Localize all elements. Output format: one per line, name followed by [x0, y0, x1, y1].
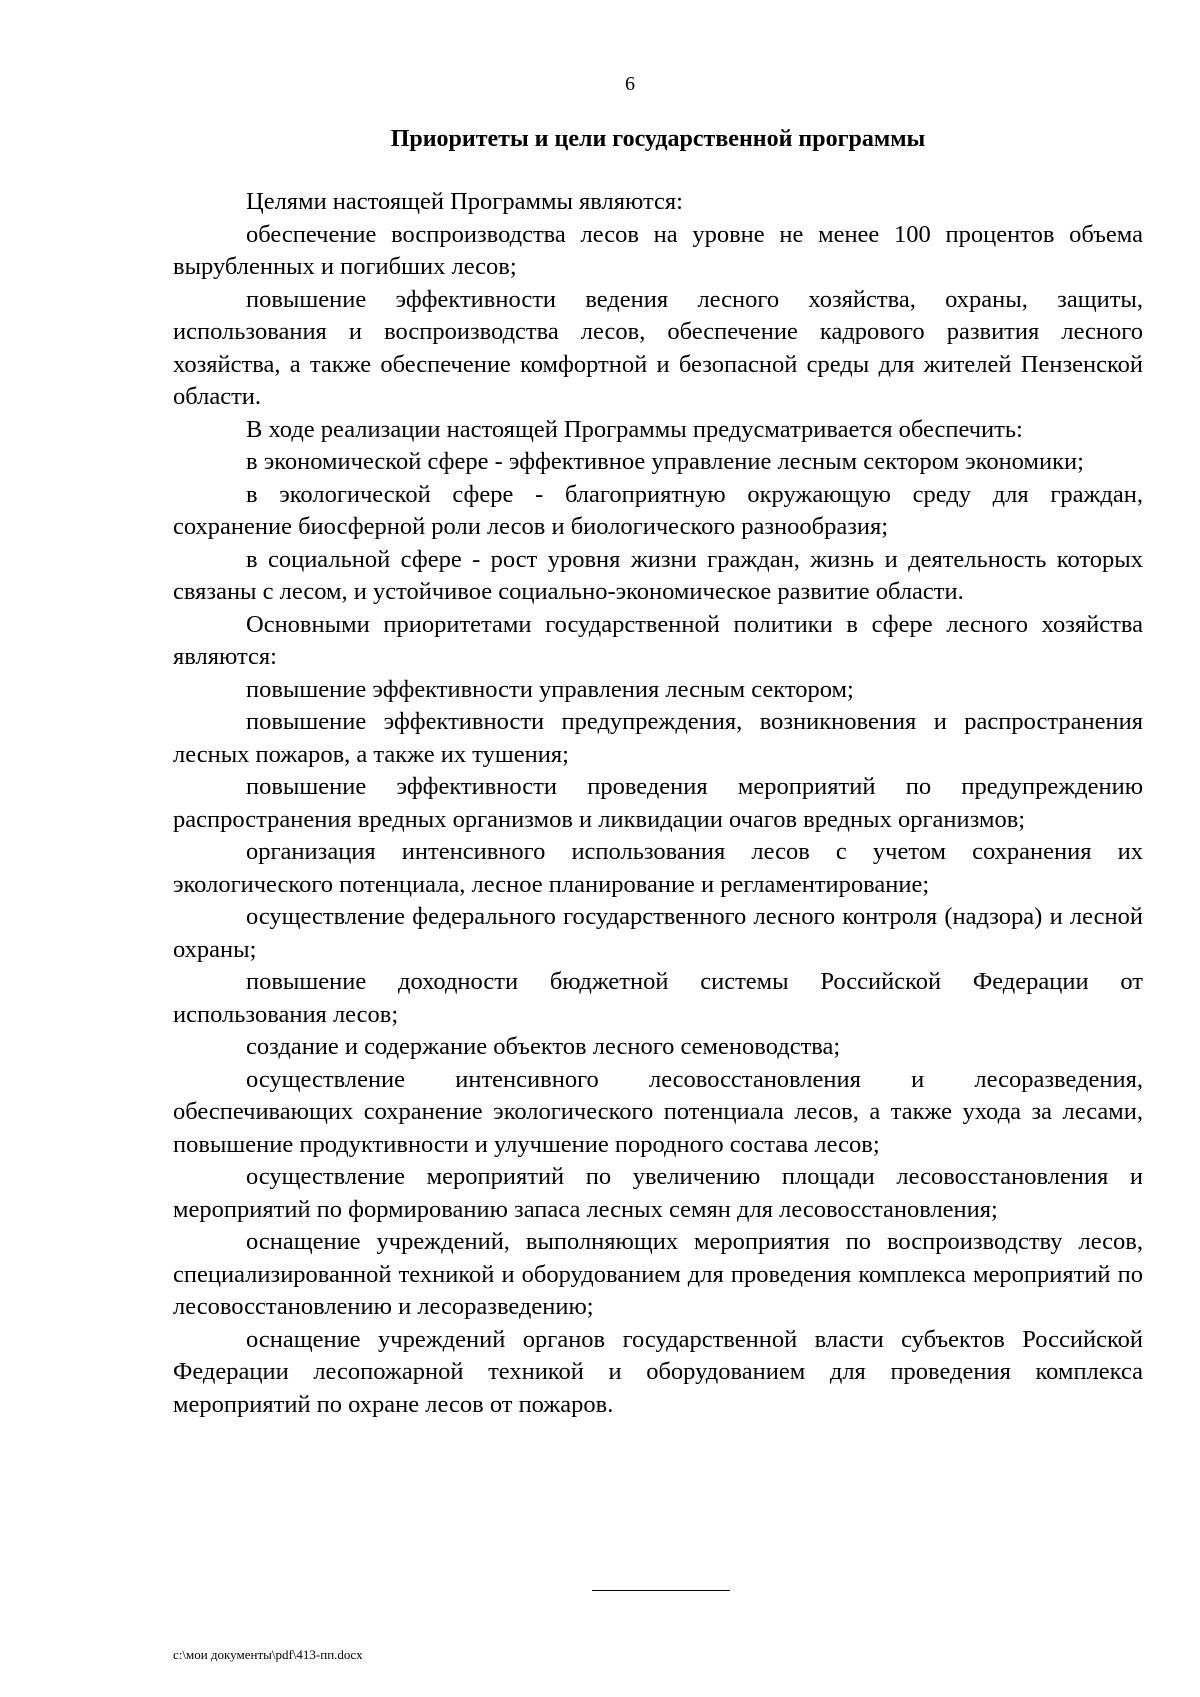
paragraph: осуществление интенсивного лесовосстановления и лесоразведения, обеспечивающих сохранение экологического потенциала лесов, а также ухода за лесами, повышение продуктивности и улучшение породного состава лесов;: [173, 1065, 1143, 1158]
paragraph: в экономической сфере - эффективное управление лесным сектором экономики;: [246, 448, 1084, 475]
page-number: 6: [625, 73, 635, 95]
paragraph: В ходе реализации настоящей Программы предусматривается обеспечить:: [246, 415, 1023, 443]
paragraph: организация интенсивного использования лесов с учетом сохранения их экологического потенциала, лесное планирование и регламентирование;: [173, 838, 1143, 898]
paragraph: повышение эффективности ведения лесного хозяйства, охраны, защиты, использования и воспроизводства лесов, обеспечение кадрового развития лесного хозяйства, а также обеспечение комфортной и безопасной среды для жителей Пензенской области.: [173, 285, 1143, 410]
paragraph: повышение эффективности управления лесным сектором;: [246, 675, 854, 703]
paragraph: Основными приоритетами государственной политики в сфере лесного хозяйства являются:: [173, 610, 1143, 670]
footnote-separator: [592, 1590, 730, 1591]
section-title: Приоритеты и цели государственной программы: [390, 126, 926, 152]
paragraph: в экологической сфере - благоприятную окружающую среду для граждан, сохранение биосферной роли лесов и биологического разнообразия;: [173, 480, 1143, 540]
paragraph: оснащение учреждений органов государственной власти субъектов Российской Федерации лесопожарной техникой и оборудованием для проведения комплекса мероприятий по охране лесов от пожаров.: [173, 1325, 1143, 1418]
paragraph: создание и содержание объектов лесного семеноводства;: [246, 1033, 841, 1060]
footer-file-path: c:\мои документы\pdf\413-пп.docx: [173, 1647, 363, 1662]
paragraph: оснащение учреждений, выполняющих мероприятия по воспроизводству лесов, специализированной техникой и оборудованием для проведения комплекса мероприятий по лесовосстановлению и лесоразведению;: [173, 1228, 1143, 1320]
paragraph: повышение эффективности проведения мероприятий по предупреждению распространения вредных организмов и ликвидации очагов вредных организмов;: [173, 773, 1143, 833]
paragraph: повышение доходности бюджетной системы Российской Федерации от использования лесов;: [173, 968, 1143, 1028]
paragraph: осуществление мероприятий по увеличению площади лесовосстановления и мероприятий по формированию запаса лесных семян для лесовосстановления;: [173, 1163, 1143, 1223]
paragraph: Целями настоящей Программы являются:: [246, 188, 683, 215]
paragraph: осуществление федерального государственного лесного контроля (надзора) и лесной охраны;: [173, 903, 1143, 963]
paragraph: повышение эффективности предупреждения, возникновения и распространения лесных пожаров, а также их тушения;: [173, 708, 1143, 768]
paragraph: в социальной сфере - рост уровня жизни граждан, жизнь и деятельность которых связаны с лесом, и устойчивое социально-экономическое развитие области.: [173, 545, 1143, 605]
paragraph: обеспечение воспроизводства лесов на уровне не менее 100 процентов объема вырубленных и погибших лесов;: [173, 220, 1143, 280]
body-text: [173, 186, 1143, 1421]
